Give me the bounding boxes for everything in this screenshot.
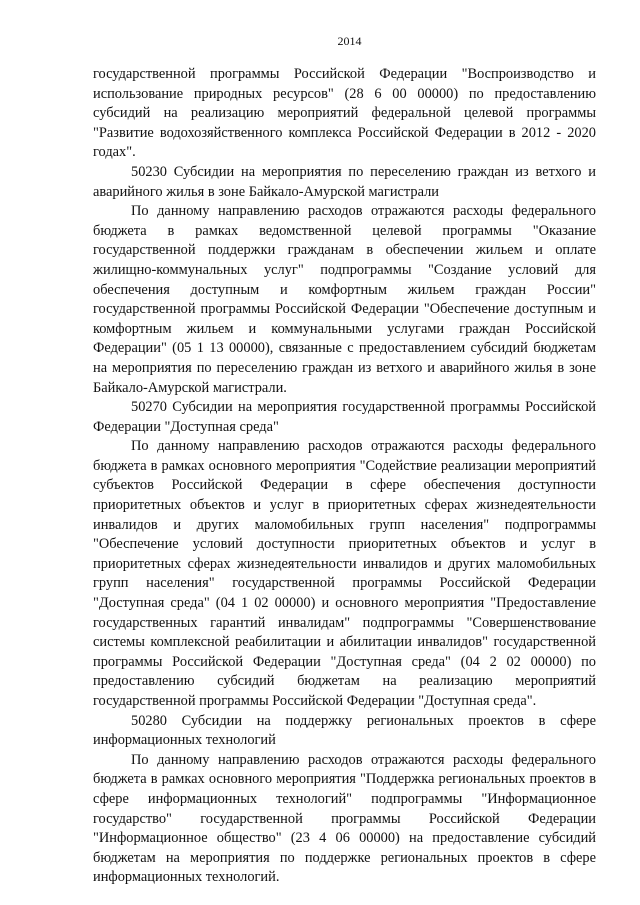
page-number: 2014	[337, 34, 362, 48]
paragraph-body-50230: По данному направлению расходов отражаются расходы федерального бюджета в рамках ведомственной целевой программы "Оказание государственной поддержки гражданам в обеспечении жильем и оплате жилищно-коммунальных услуг" подпрограммы "Создание условий для обеспечения доступным и комфортным жильем граждан России" государственной программы Российской Федерации "Обеспечение доступным и комфортным жильем и коммунальными услугами граждан Российской Федерации" (05 1 13 00000), связанные с предоставлением субсидий бюджетам на мероприятия по переселению граждан из ветхого и аварийного жилья в зоне Байкало-Амурской магистрали.	[93, 203, 596, 396]
paragraph-heading-50270: 50270 Субсидии на мероприятия государственной программы Российской Федерации "Доступная среда"	[93, 399, 596, 435]
paragraph-heading-50230: 50230 Субсидии на мероприятия по переселению граждан из ветхого и аварийного жилья в зоне Байкало-Амурской магистрали	[93, 163, 596, 200]
paragraph-heading-50280: 50280 Субсидии на поддержку региональных проектов в сфере информационных технологий	[93, 712, 596, 749]
paragraph-continuation: государственной программы Российской Федерации "Воспроизводство и использование природных ресурсов" (28 6 00 00000) по предоставлению субсидий на реализацию мероприятий федеральной целевой программы "Развитие водохозяйственного комплекса Российской Федерации в 2012 - 2020 годах".	[93, 66, 596, 161]
paragraph-body-50280: По данному направлению расходов отражаются расходы федерального бюджета в рамках основного мероприятия "Поддержка региональных проектов в сфере информационных технологий" подпрограммы "Информационное государство" государственной программы Российской Федерации "Информационное общество" (23 4 06 00000) на предоставление субсидий бюджетам на мероприятия по поддержке региональных проектов в сфере информационных технологий.	[93, 751, 596, 886]
paragraph-body-50270: По данному направлению расходов отражаются расходы федерального бюджета в рамках основного мероприятия "Содействие реализации мероприятий субъектов Российской Федерации в сфере обеспечения доступности приоритетных объектов и услуг в приоритетных сферах жизнедеятельности инвалидов и других маломобильных групп населения" подпрограммы "Обеспечение условий доступности приоритетных объектов и услуг в приоритетных сферах жизнедеятельности инвалидов и других маломобильных групп населения" государственной программы Российской Федерации "Доступная среда" (04 1 02 00000) и основного мероприятия "Предоставление государственных гарантий инвалидам" подпрограммы "Совершенствование системы комплексной реабилитации и абилитации инвалидов" государственной программы Российской Федерации "Доступная среда" (04 2 02 00000) по предоставлению субсидий бюджетам на реализацию мероприятий государственной программы Российской Федерации "Доступная среда".	[93, 438, 596, 709]
